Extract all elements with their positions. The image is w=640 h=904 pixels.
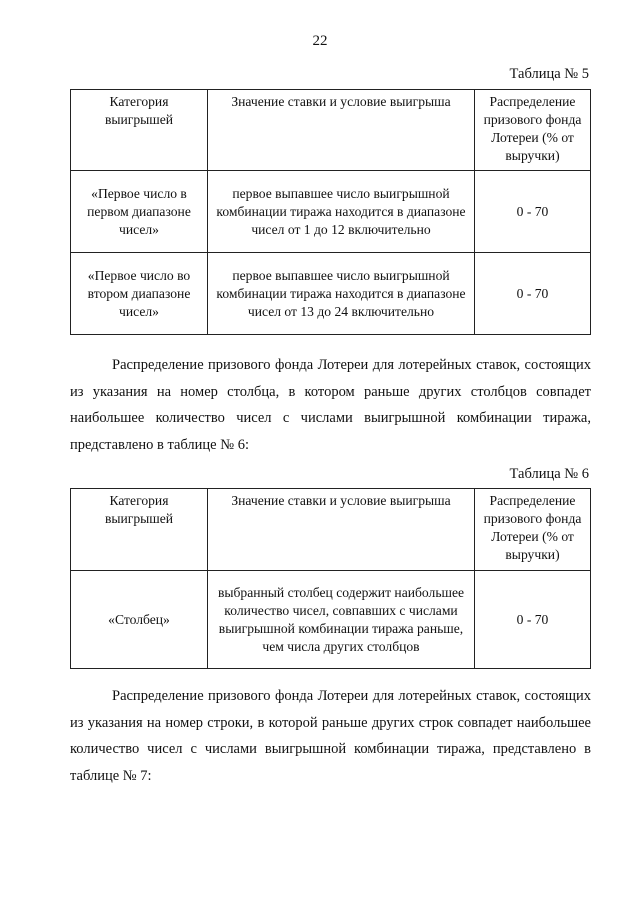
- table-5-row-1-share: 0 - 70: [475, 171, 591, 253]
- table-6: [70, 488, 591, 669]
- table-6-row-1-category: «Столбец»: [71, 571, 208, 669]
- table-6-row-1-share: 0 - 70: [475, 571, 591, 669]
- page-number: 22: [312, 33, 328, 49]
- table-5-row-2-share: 0 - 70: [475, 253, 591, 335]
- table-6-row-1-condition: выбранный столбец содержит наибольшее количество чисел, совпавших с числами выигрышной комбинации тиража раньше, чем числа других столбцов: [208, 571, 475, 669]
- table-5-row-2-condition: первое выпавшее число выигрышной комбинации тиража находится в диапазоне чисел от 13 до 24 включительно: [208, 253, 475, 335]
- table-5-header-row: [71, 90, 591, 171]
- paragraph-2: Распределение призового фонда Лотереи для лотерейных ставок, состоящих из указания на номер строки, в которой раньше других строк совпадет наибольшее количество чисел с числами выигрышной комбинации тиража, представлено в таблице № 7:: [70, 688, 591, 784]
- table-5-header-condition: Значение ставки и условие выигрыша: [208, 90, 475, 171]
- table-5-header-share: Распределение призового фонда Лотереи (% от выручки): [475, 90, 591, 171]
- table-row: [71, 571, 591, 669]
- table-6-caption: Таблица № 6: [509, 466, 589, 482]
- table-5-caption: Таблица № 5: [509, 66, 589, 82]
- table-5-header-category: Категория выигрышей: [71, 90, 208, 171]
- table-6-header-category: Категория выигрышей: [71, 489, 208, 571]
- table-6-header-condition: Значение ставки и условие выигрыша: [208, 489, 475, 571]
- table-5-row-1-category: «Первое число в первом диапазоне чисел»: [71, 171, 208, 253]
- table-5-row-2-category: «Первое число во втором диапазоне чисел»: [71, 253, 208, 335]
- table-row: [71, 171, 591, 253]
- table-row: [71, 253, 591, 335]
- paragraph-1: Распределение призового фонда Лотереи для лотерейных ставок, состоящих из указания на номер столбца, в котором раньше других столбцов совпадет наибольшее количество чисел с числами выигрышной комбинации тиража, представлено в таблице № 6:: [70, 357, 591, 453]
- table-5-row-1-condition: первое выпавшее число выигрышной комбинации тиража находится в диапазоне чисел от 1 до 12 включительно: [208, 171, 475, 253]
- table-5: [70, 89, 591, 335]
- table-6-header-share: Распределение призового фонда Лотереи (% от выручки): [475, 489, 591, 571]
- table-6-header-row: [71, 489, 591, 571]
